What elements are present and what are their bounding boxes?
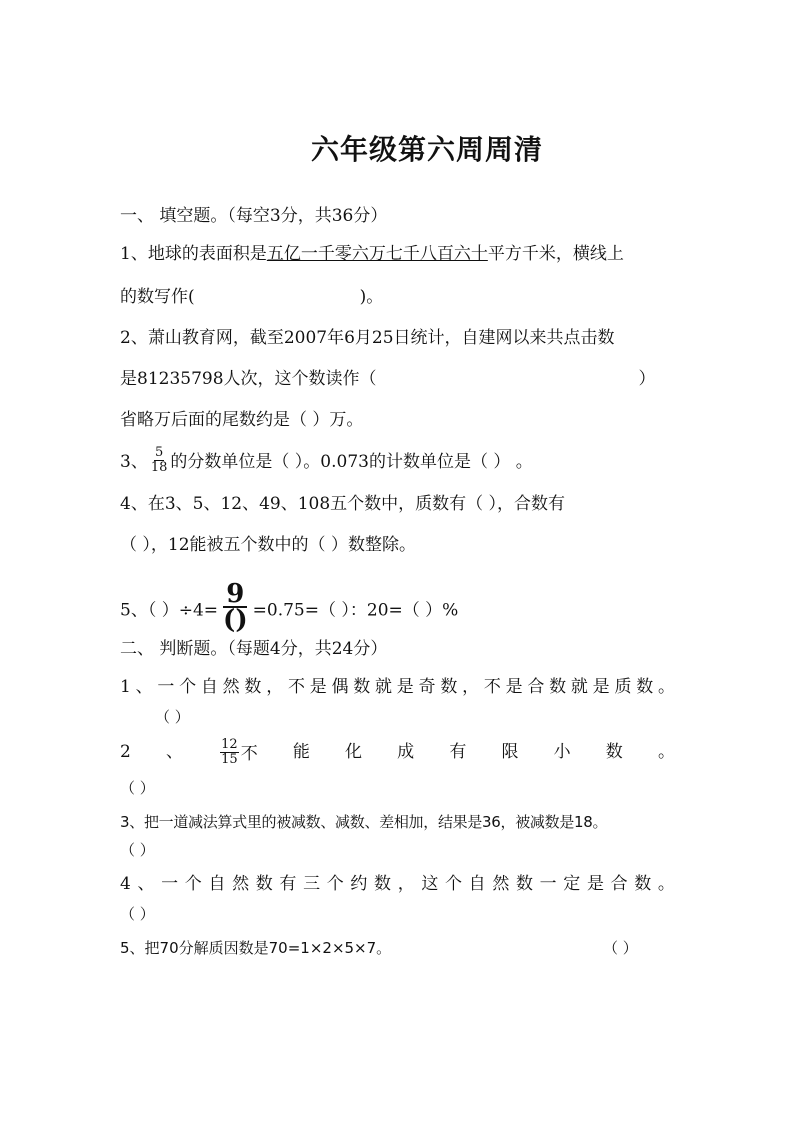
j4-word: ， — [397, 874, 415, 894]
q5-line — [120, 579, 680, 636]
q1-prefix: 1、地球的表面积是 — [120, 244, 267, 264]
j1-word: 一 — [157, 677, 175, 697]
j2-spread-text — [120, 737, 675, 769]
q3-prefix: 3、 — [120, 452, 148, 472]
j2-answer-paren[interactable]: （ ） — [120, 779, 155, 797]
j2-word: 小 — [553, 742, 571, 762]
q2-line1: 2、萧山教育网，截至2007年6月25日统计，自建网以来共点击数 — [120, 328, 615, 348]
j2-frac-numerator: 12 — [221, 737, 238, 752]
j1-word: 是 — [309, 677, 327, 697]
j4-word: 一 — [161, 874, 179, 894]
q2-line2 — [120, 367, 680, 391]
j2-word: 能 — [292, 742, 310, 762]
j1-word: ， — [266, 677, 284, 697]
j4-spread-text — [120, 872, 675, 896]
q2-line2-start: 是81235798人次，这个数读作（ — [120, 369, 377, 389]
page-title: 六年级第六周周清 — [310, 133, 543, 166]
q1-suffix: 平方千米，横线上 — [487, 244, 624, 264]
j1-word: 是 — [505, 677, 523, 697]
q5-prefix: 5、（ ）÷4= — [120, 600, 219, 621]
j2-word: 限 — [501, 742, 519, 762]
j1-word: 不 — [287, 677, 305, 697]
q5-suffix: =0.75=（ ）：20=（ ）% — [252, 600, 459, 621]
q1-line2-start: 的数写作( — [120, 287, 195, 307]
j1-word: 就 — [570, 677, 588, 697]
j1-word: 1 — [120, 677, 131, 697]
j2-word: 、 — [165, 742, 183, 762]
j4-word: 这 — [421, 874, 439, 894]
j1-word: 数 — [353, 677, 371, 697]
j4-word: 三 — [303, 874, 321, 894]
j2-word: 有 — [449, 742, 467, 762]
j4-word: 约 — [350, 874, 368, 894]
j1-word: 质 — [614, 677, 632, 697]
section1-heading: 一、 填空题。（每空3分，共36分） — [120, 206, 388, 226]
j2-word: 化 — [345, 742, 362, 762]
j4-word: 一 — [539, 874, 557, 894]
j1-word: 个 — [179, 677, 197, 697]
j2-fraction — [220, 738, 239, 767]
j4-line — [120, 872, 680, 896]
j1-word: 偶 — [331, 677, 349, 697]
j1-spread-text — [120, 675, 675, 699]
j3-line: 3、把一道减法算式里的被减数、减数、差相加，结果是36，被减数是18。 — [120, 813, 608, 831]
j1-word: 数 — [636, 677, 654, 697]
q1-line2-end: )。 — [359, 287, 384, 307]
q5-frac-denominator: () — [223, 605, 248, 635]
j4-word: 、 — [137, 874, 155, 894]
q3-line — [120, 445, 680, 477]
q2-line2-end: ） — [638, 369, 656, 389]
j4-word: 。 — [657, 874, 675, 894]
q1-underlined-number: 五亿一千零六万七千八百六十 — [266, 244, 488, 264]
j4-word: 定 — [563, 874, 581, 894]
q3-frac-denominator: 18 — [150, 460, 168, 475]
j5-line: 5、把70分解质因数是70=1×2×5×7。 — [120, 939, 392, 957]
j5-answer-paren[interactable]: （ ） — [603, 939, 638, 957]
j4-word: 4 — [120, 874, 131, 894]
j2-word: 。 — [657, 742, 675, 762]
j1-word: 不 — [483, 677, 501, 697]
j4-word: 自 — [468, 874, 486, 894]
j4-word: 个 — [445, 874, 463, 894]
section2-heading: 二、 判断题。（每题4分，共24分） — [120, 639, 388, 659]
j2-line — [120, 737, 680, 769]
q3-frac-numerator: 5 — [154, 445, 164, 460]
q1-line1 — [120, 242, 680, 266]
j1-line — [120, 675, 680, 699]
j4-word: 个 — [184, 874, 202, 894]
j4-word: 然 — [232, 874, 250, 894]
j1-word: 是 — [396, 677, 414, 697]
j1-word: 数 — [440, 677, 458, 697]
j3-answer-paren[interactable]: （ ） — [120, 841, 155, 859]
j1-word: 、 — [135, 677, 153, 697]
q1-line2 — [120, 285, 680, 309]
q5-fraction — [220, 579, 251, 635]
q4-line2: （ ），12能被五个数中的（ ）数整除。 — [120, 535, 416, 555]
j4-answer-paren[interactable]: （ ） — [120, 905, 155, 923]
q4-line1: 4、在3、5、12、49、108五个数中，质数有（ ），合数有 — [120, 494, 566, 514]
j2-fraction-with-word — [218, 737, 258, 769]
j4-word: 数 — [634, 874, 652, 894]
j4-word: 数 — [374, 874, 392, 894]
j1-word: 自 — [200, 677, 218, 697]
j4-word: 个 — [326, 874, 344, 894]
j1-answer-paren[interactable]: （ ） — [155, 708, 190, 726]
j4-word: 自 — [208, 874, 226, 894]
j1-word: ， — [462, 677, 480, 697]
j4-word: 然 — [492, 874, 510, 894]
j1-word: 。 — [657, 677, 675, 697]
j1-word: 奇 — [418, 677, 436, 697]
j4-word: 数 — [515, 874, 533, 894]
q2-line3: 省略万后面的尾数约是（ ）万。 — [120, 410, 364, 430]
j2-word: 2 — [120, 742, 131, 762]
j4-word: 是 — [586, 874, 604, 894]
j1-word: 数 — [244, 677, 262, 697]
j2-word: 成 — [397, 742, 415, 762]
j4-word: 合 — [610, 874, 628, 894]
j1-word: 就 — [375, 677, 393, 697]
j2-word: 数 — [605, 742, 623, 762]
q3-suffix: 的分数单位是（ ）。0.073的计数单位是（ ） 。 — [170, 452, 533, 472]
q3-fraction — [150, 446, 169, 475]
j4-word: 数 — [255, 874, 273, 894]
j1-word: 合 — [527, 677, 545, 697]
j4-word: 有 — [279, 874, 297, 894]
j1-word: 是 — [592, 677, 610, 697]
q5-frac-numerator: 9 — [223, 582, 247, 608]
j1-word: 数 — [549, 677, 567, 697]
j2-frac-denominator: 15 — [221, 752, 238, 767]
j1-word: 然 — [222, 677, 240, 697]
j2-word: 不 — [240, 744, 258, 764]
